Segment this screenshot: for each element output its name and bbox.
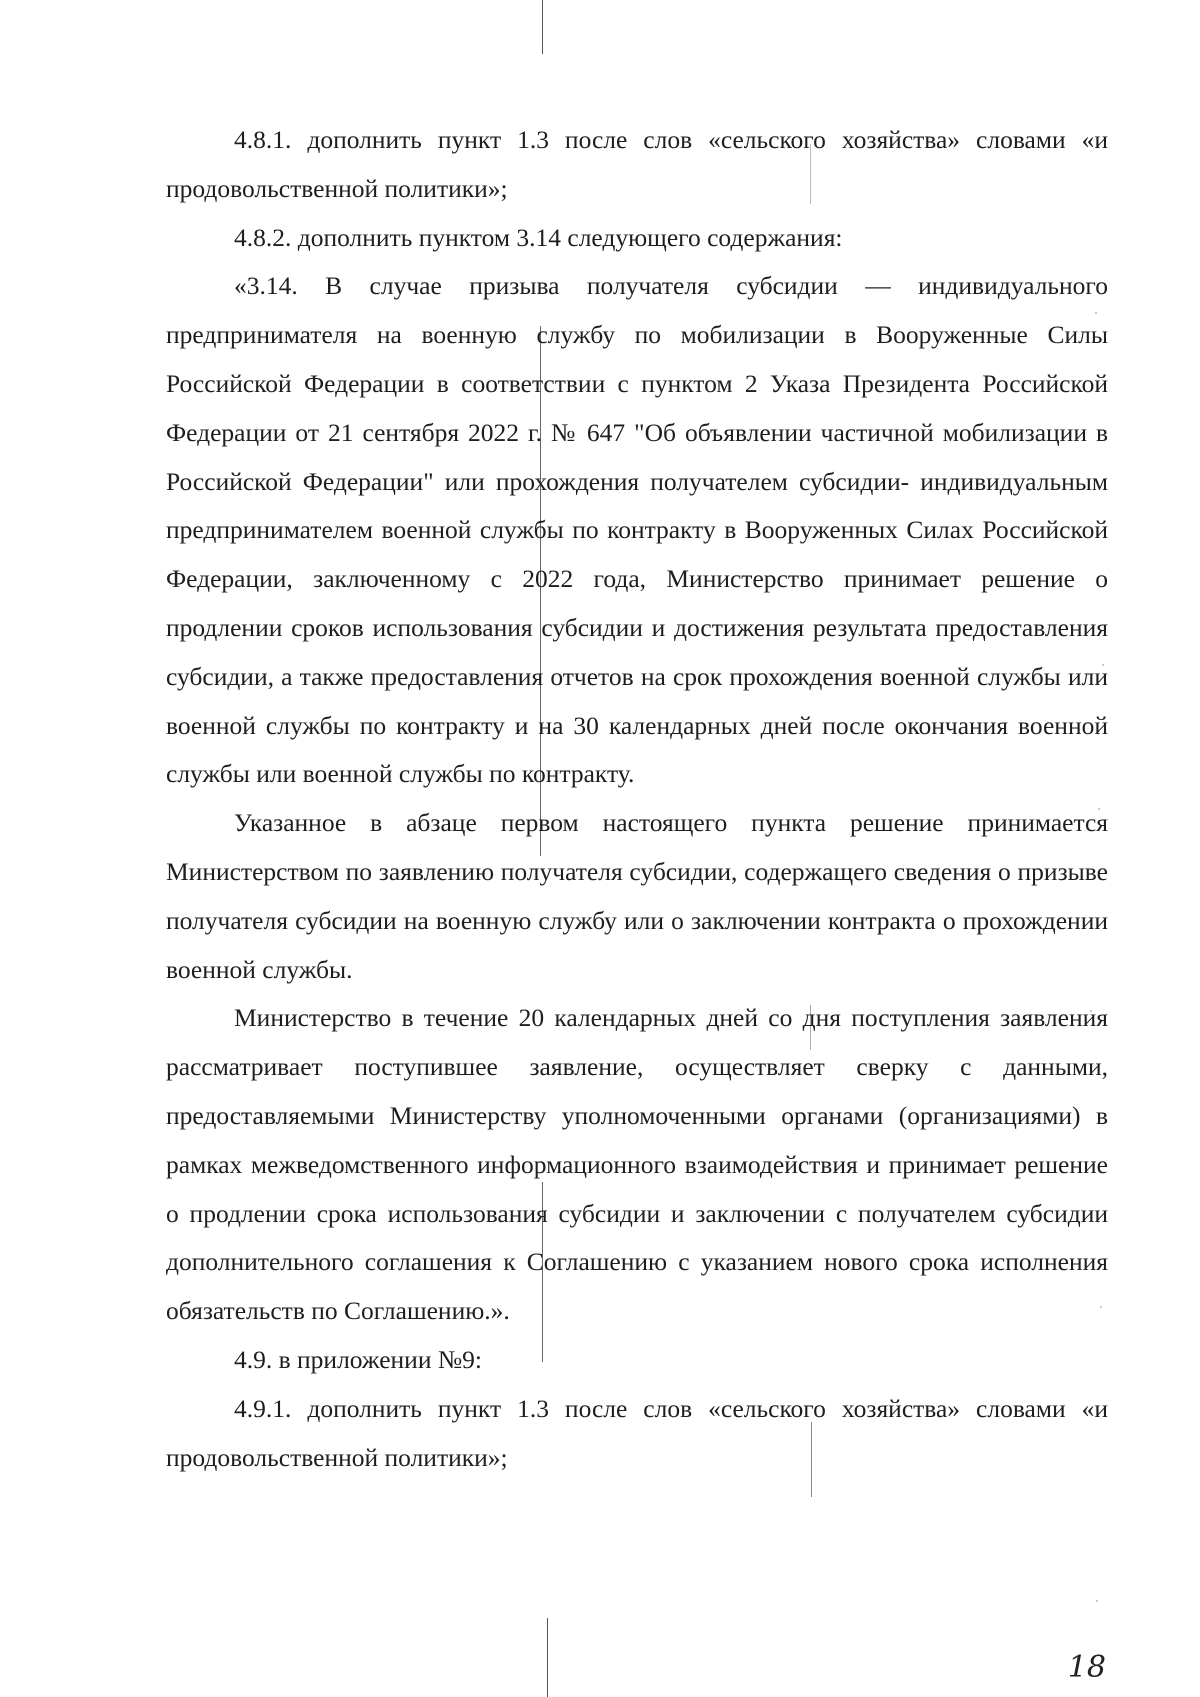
page-number: 18: [1067, 1650, 1106, 1685]
document-body: [166, 116, 1108, 1482]
scan-fold-line: [542, 0, 543, 54]
paragraph-3-14: «3.14. В случае призыва получателя субсидии — индивидуального предпринимателя на военную службу по мобилизации в Вооруженные Силы Российской Федерации в соответствии с пунктом 2 Указа Президента Российской Федерации от 21 сентября 2022 г. № 647 "Об объявлении частичной мобилизации в Российской Федерации" или прохождения получателем субсидии- индивидуальным предпринимателем военной службы по контракту в Вооруженных Силах Российской Федерации, заключенному с 2022 года, Министерство принимает решение о продлении сроков использования субсидии и достижения результата предоставления субсидии, а также предоставления отчетов на срок прохождения военной службы или военной службы по контракту и на 30 календарных дней после окончания военной службы или военной службы по контракту.: [166, 271, 1108, 789]
paragraph-4-9-1: 4.9.1. дополнить пункт 1.3 после слов «сельского хозяйства» словами «и продовольственной политики»;: [166, 1393, 1108, 1472]
paragraph-4-9: 4.9. в приложении №9:: [234, 1344, 483, 1374]
paragraph-4-8-1: 4.8.1. дополнить пункт 1.3 после слов «сельского хозяйства» словами «и продовольственной политики»;: [166, 125, 1108, 203]
scan-speck: [1096, 1600, 1098, 1602]
paragraph-decision-basis: Указанное в абзаце первом настоящего пункта решение принимается Министерством по заявлению получателя субсидии, содержащего сведения о призыве получателя субсидии на военную службу или о заключении контракта о прохождении военной службы.: [166, 808, 1108, 984]
scan-fold-line: [547, 1618, 548, 1697]
paragraph-ministry-review: Министерство в течение 20 календарных дней со дня поступления заявления рассматривает поступившее заявление, осуществляет сверку с данными, предоставляемыми Министерству уполномоченными органами (организациями) в рамках межведомственного информационного взаимодействия и принимает решение о продлении срока использования субсидии и заключении с получателем субсидии дополнительного соглашения к Соглашению с указанием нового срока исполнения обязательств по Соглашению.».: [166, 1003, 1108, 1326]
paragraph-4-8-2: 4.8.2. дополнить пунктом 3.14 следующего содержания:: [234, 222, 843, 252]
